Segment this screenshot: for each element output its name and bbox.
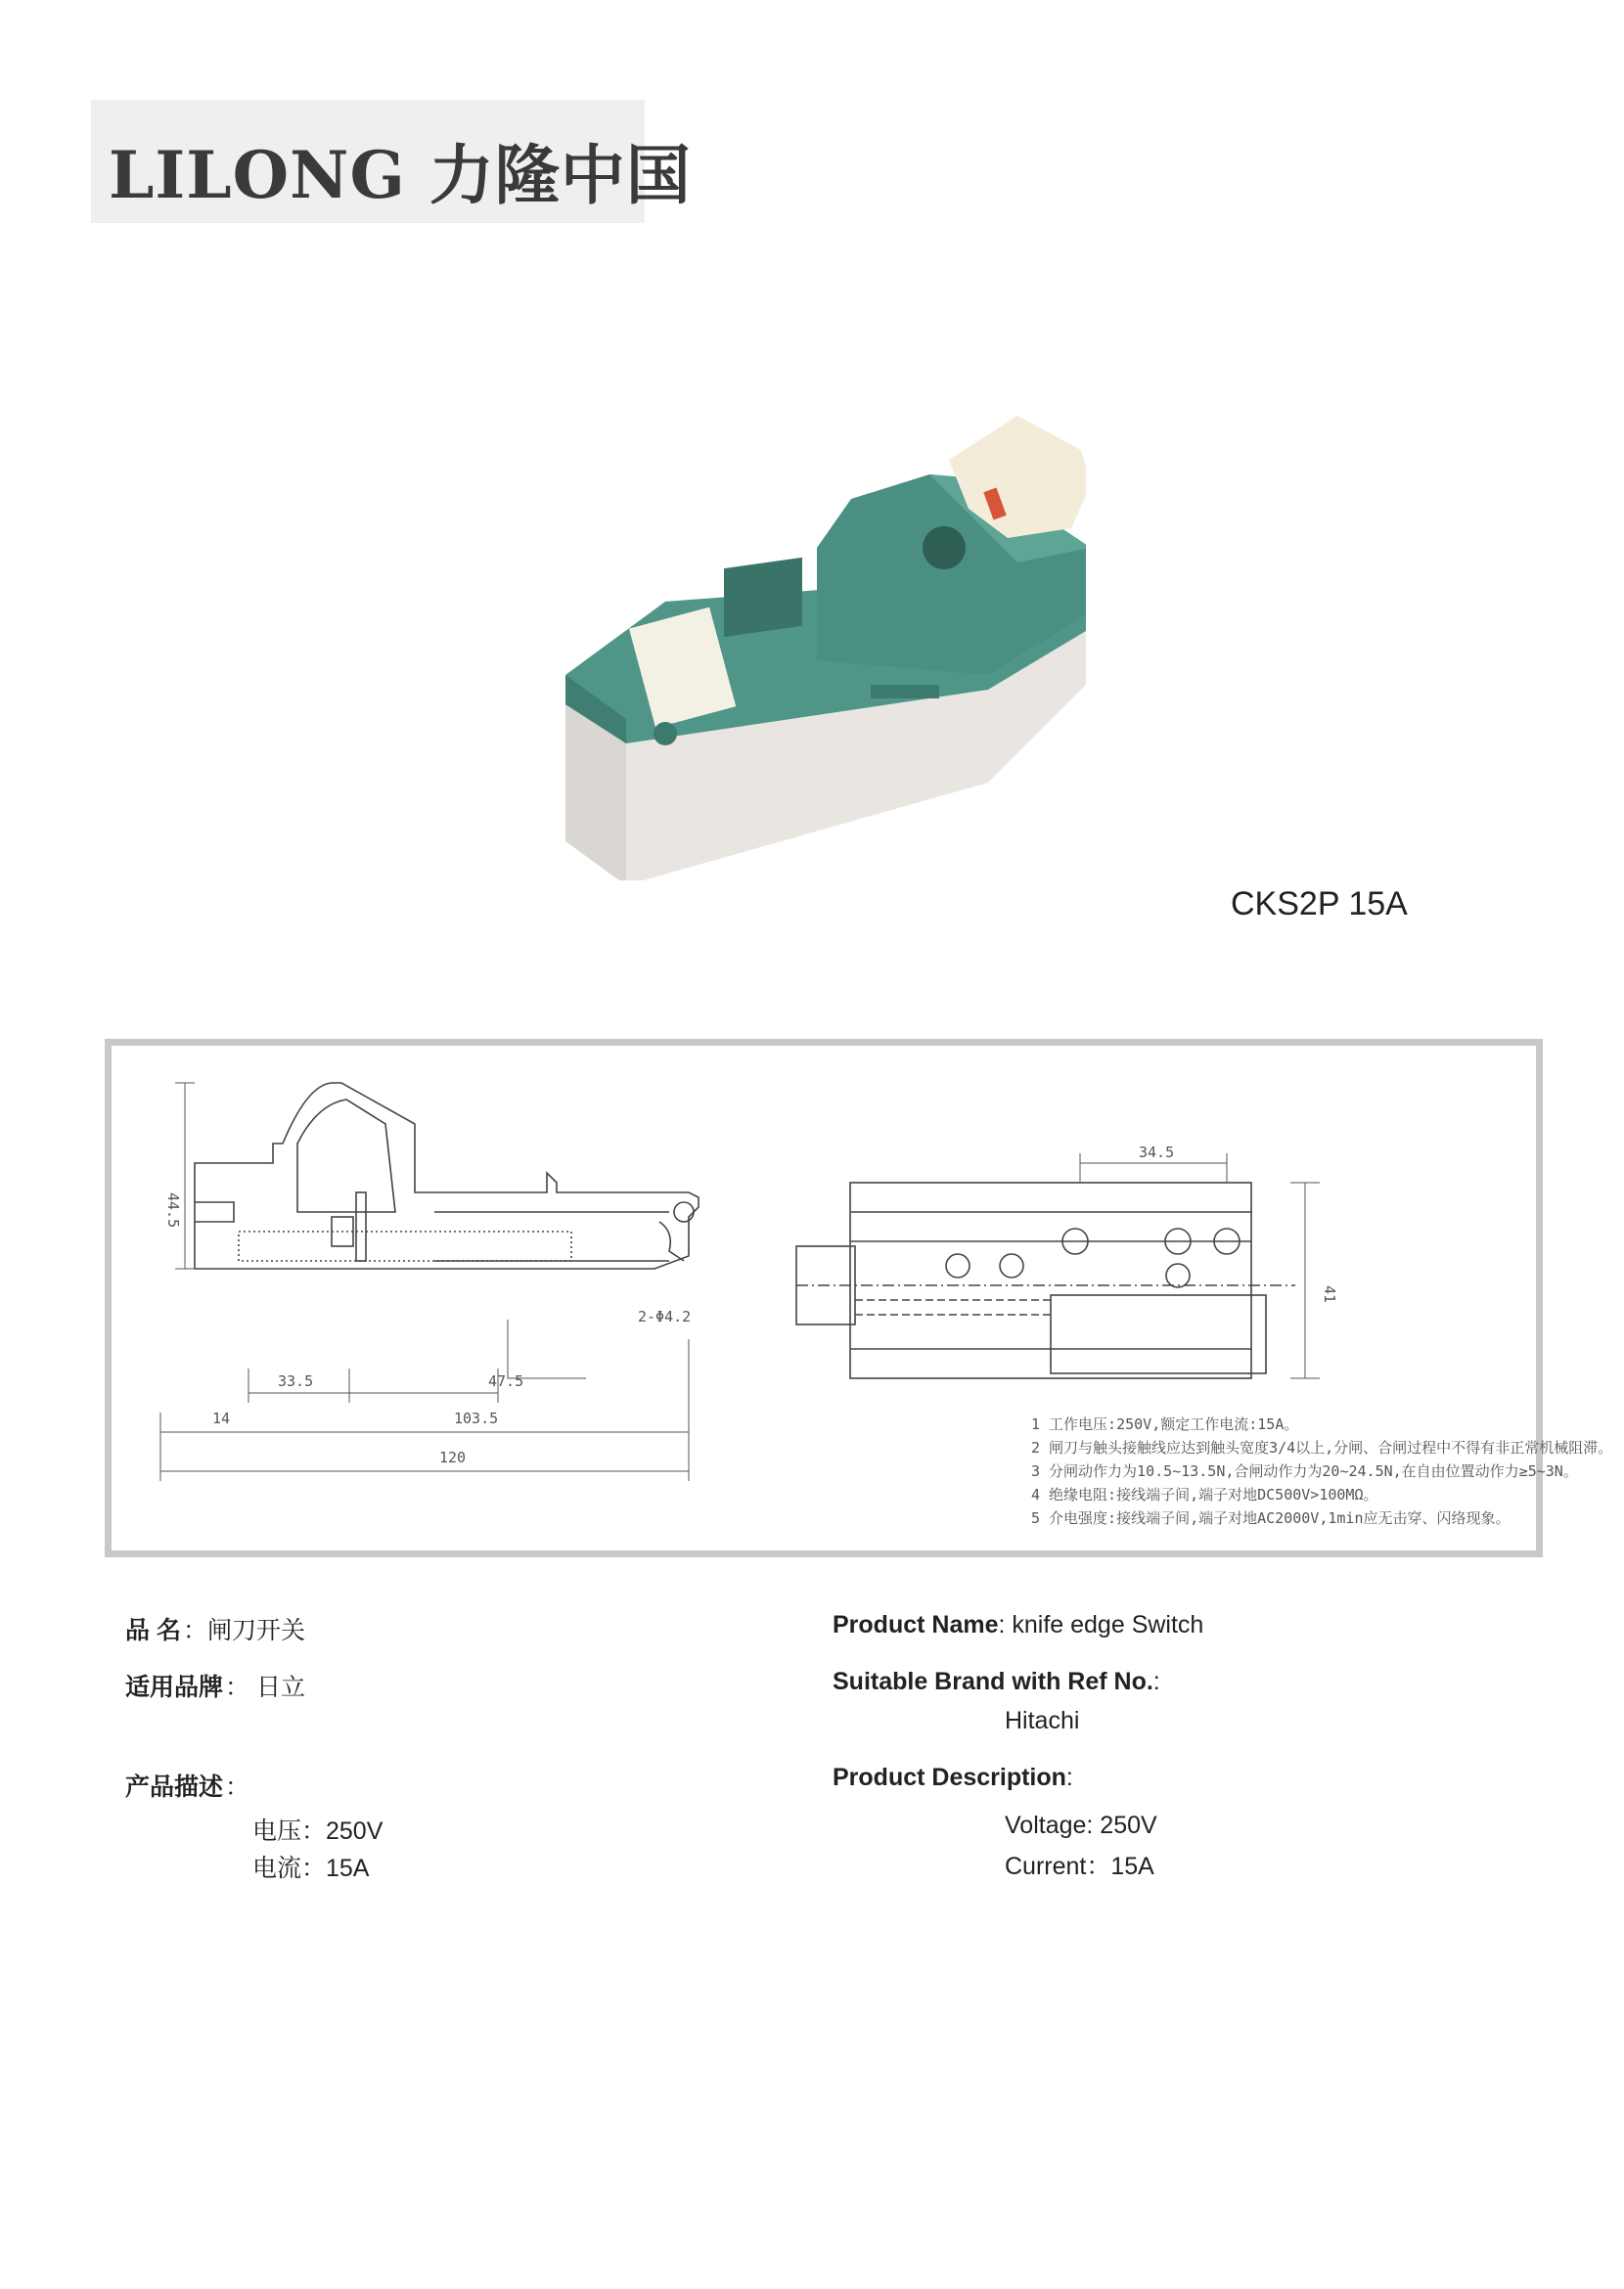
cn-current: 电流：15A [252, 1855, 370, 1882]
note-line: 2 闸刀与触头接触线应达到触头宽度3/4以上,分闸、合闸过程中不得有非正常机械阻滞。 [1031, 1439, 1613, 1457]
en-brand-colon: : [1152, 1668, 1160, 1695]
dim-hole: 2-Φ4.2 [638, 1308, 692, 1325]
cn-desc-colon: ： [225, 1773, 250, 1801]
technical-drawing [105, 1039, 1613, 1557]
note-line: 5 介电强度:接线端子间,端子对地AC2000V,1min应无击穿、闪络现象。 [1031, 1509, 1511, 1527]
cn-desc-label: 产品描述 [125, 1773, 224, 1801]
cn-name-value: ：闸刀开关 [182, 1617, 305, 1644]
cn-brand-row [125, 1668, 305, 1703]
dim-total: 120 [439, 1449, 467, 1466]
en-desc-label: Product Description [833, 1764, 1066, 1791]
cn-desc-row [125, 1768, 249, 1803]
en-desc-colon: : [1065, 1764, 1073, 1791]
product-photo [558, 391, 1086, 880]
en-brand-label: Suitable Brand with Ref No. [833, 1668, 1153, 1695]
note-line: 4 绝缘电阻:接线端子间,端子对地DC500V>100MΩ。 [1031, 1486, 1378, 1504]
dim-top: 34.5 [1139, 1144, 1175, 1161]
note-line: 1 工作电压:250V,额定工作电流:15A。 [1031, 1415, 1299, 1433]
dim-d2: 47.5 [488, 1372, 524, 1390]
cn-name-row [125, 1611, 305, 1646]
en-name-label: Product Name [833, 1611, 999, 1638]
cn-brand-value: ： 日立 [225, 1674, 305, 1701]
en-desc-row [833, 1764, 1073, 1792]
product-model: CKS2P 15A [1231, 885, 1408, 922]
en-voltage: Voltage: 250V [1005, 1812, 1157, 1839]
en-name-row [833, 1611, 1203, 1639]
logo-banner [91, 100, 692, 223]
cn-name-label: 品 名 [125, 1617, 181, 1644]
note-line: 3 分闸动作力为10.5~13.5N,合闸动作力为20~24.5N,在自由位置动作力≥5~3N。 [1031, 1462, 1578, 1480]
logo-text: LILONG 力隆中国 [109, 137, 692, 213]
en-brand-row [833, 1668, 1160, 1696]
dim-height: 44.5 [164, 1192, 182, 1229]
dim-d3: 14 [212, 1410, 231, 1427]
en-name-value: : knife edge Switch [998, 1611, 1204, 1638]
dim-side: 41 [1321, 1285, 1338, 1304]
en-current: Current：15A [1005, 1853, 1154, 1880]
dim-d1: 33.5 [278, 1372, 314, 1390]
cn-brand-label: 适用品牌 [125, 1674, 224, 1701]
cn-voltage: 电压：250V [252, 1818, 383, 1845]
dim-d4: 103.5 [454, 1410, 499, 1427]
drawing-notes [1031, 1413, 1612, 1530]
en-brand-value: Hitachi [1005, 1707, 1080, 1734]
